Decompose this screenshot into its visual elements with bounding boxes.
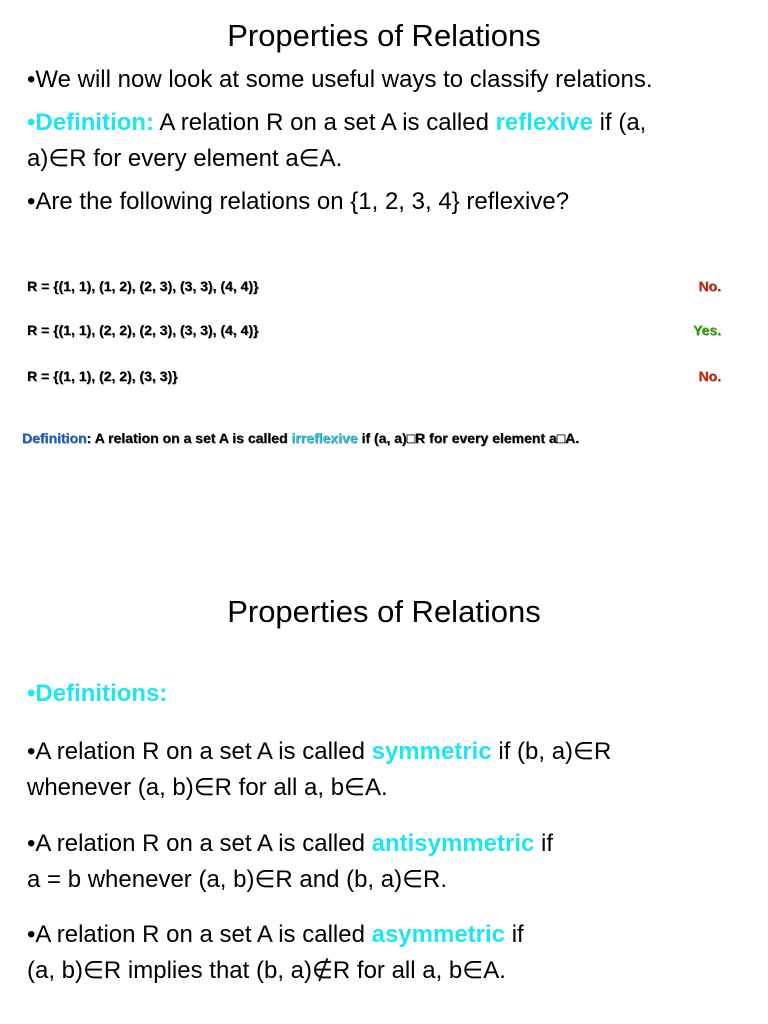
irreflexive-definition — [22, 428, 762, 448]
antisymmetric-definition — [27, 826, 747, 898]
reflexive-definition — [27, 105, 747, 177]
relation-set: R = {(1, 1), (2, 2), (2, 3), (3, 3), (4, 4)} — [27, 322, 259, 338]
definition-text: : A relation on a set A is called — [86, 430, 292, 446]
definition-text-end: if (a, — [593, 109, 647, 136]
answer-label: Yes. — [692, 322, 721, 338]
asymmetric-definition — [27, 917, 747, 989]
example-row — [27, 320, 721, 340]
slide-title: Properties of Relations — [227, 594, 541, 629]
definition-label: Definition — [22, 430, 87, 446]
definition-prefix: •A relation R on a set A is called — [27, 738, 372, 765]
definition-text-end: if (a, a)□R for every element a□A. — [357, 430, 580, 446]
question-bullet: •Are the following relations on {1, 2, 3, 4} reflexive? — [27, 188, 570, 215]
term-symmetric: symmetric — [371, 738, 492, 765]
term-reflexive: reflexive — [495, 109, 593, 136]
term-antisymmetric: antisymmetric — [371, 830, 535, 857]
relation-set: R = {(1, 1), (2, 2), (3, 3)} — [27, 368, 178, 384]
definition-line2: a = b whenever (a, b)∈R and (b, a)∈R. — [27, 866, 447, 893]
definition-prefix: •A relation R on a set A is called — [27, 830, 372, 857]
example-row — [27, 276, 721, 296]
answer-label: No. — [698, 278, 721, 294]
definition-line2: (a, b)∈R implies that (b, a)∉R for all a, b∈A. — [27, 957, 506, 984]
definition-label: •Definition: — [27, 109, 155, 136]
definitions-label: •Definitions: — [27, 680, 168, 707]
answer-label: No. — [698, 368, 721, 384]
definition-line2: a)∈R for every element a∈A. — [27, 145, 343, 172]
definition-line2: whenever (a, b)∈R for all a, b∈A. — [27, 774, 388, 801]
definition-text: A relation R on a set A is called — [154, 109, 496, 136]
relation-set: R = {(1, 1), (1, 2), (2, 3), (3, 3), (4, 4)} — [27, 278, 259, 294]
definition-suffix: if — [505, 921, 524, 948]
definition-suffix: if (b, a)∈R — [491, 738, 612, 765]
symmetric-definition — [27, 734, 747, 806]
slide-symmetry — [0, 512, 768, 1024]
definition-suffix: if — [534, 830, 554, 857]
term-irreflexive: irreflexive — [291, 430, 358, 446]
slide-title: Properties of Relations — [227, 18, 541, 53]
intro-bullet: •We will now look at some useful ways to classify relations. — [27, 66, 653, 93]
definition-prefix: •A relation R on a set A is called — [27, 921, 372, 948]
term-asymmetric: asymmetric — [371, 921, 506, 948]
example-row — [27, 366, 721, 386]
